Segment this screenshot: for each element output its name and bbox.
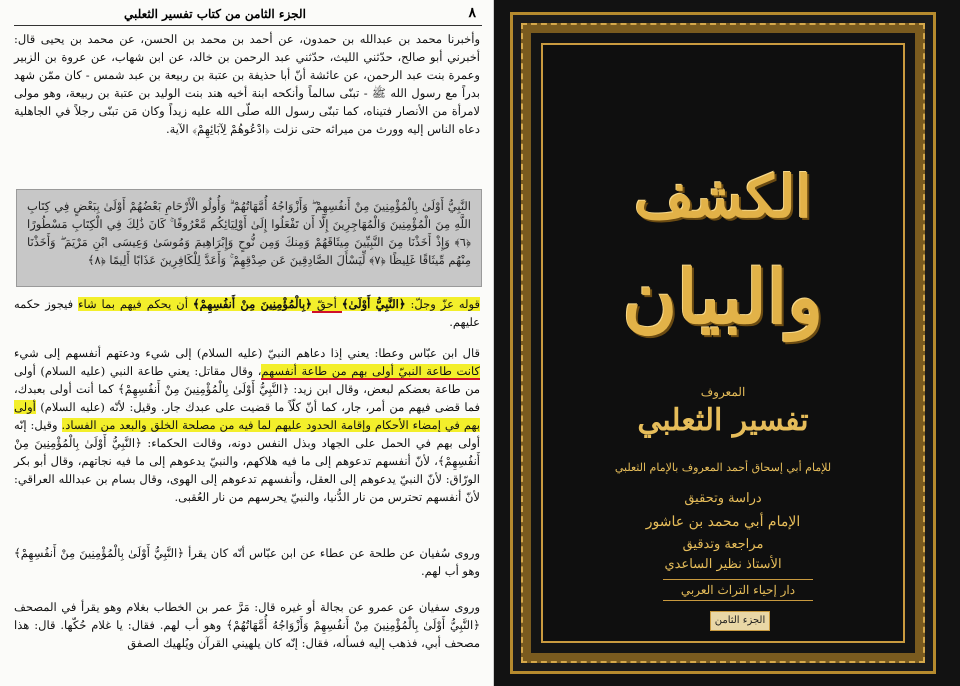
paragraph-sufyan: وروى سُفيان عن طلحة عن عطاء عن ابن عبّاس أنّه كان يقرأ ﴿النَّبِيُّ أَوْلَىٰ بِالْمُؤْمِنِينَ مِنْ أَنفُسِهِمْ﴾ وهو أب لهم. <box>14 546 480 578</box>
author-line: للإمام أبي إسحاق أحمد المعروف بالإمام الثعلبي <box>614 461 832 474</box>
editor-name: الإمام أبي محمد بن عاشور <box>645 514 801 530</box>
cover-frame <box>510 12 936 674</box>
quran-verse-text: النَّبِيُّ أَوْلَىٰ بِالْمُؤْمِنِينَ مِنْ أَنفُسِهِمْ ۖ وَأَزْوَاجُهُ أُمَّهَاتُهُمْ ۗ وَأُولُو الْأَرْحَامِ بَعْضُهُمْ أَوْلَىٰ بِبَعْضٍ فِي كِتَابِ اللَّهِ مِنَ الْمُؤْمِنِينَ وَالْمُهَاجِرِينَ إِلَّا أَن تَفْعَلُوا إِلَىٰ أَوْلِيَائِكُم مَّعْرُوفًا ۚ كَانَ ذَٰلِكَ فِي الْكِتَابِ مَسْطُورًا ﴿٦﴾ وَإِذْ أَخَذْنَا مِنَ النَّبِيِّينَ مِيثَاقَهُمْ وَمِنكَ وَمِن نُّوحٍ وَإِبْرَاهِيمَ وَمُوسَىٰ وَعِيسَى ابْنِ مَرْيَمَ ۖ وَأَخَذْنَا مِنْهُم مِّيثَاقًا غَلِيظًا ﴿٧﴾ لِّيَسْأَلَ الصَّادِقِينَ عَن صِدْقِهِمْ ۚ وَأَعَدَّ لِلْكَافِرِينَ عَذَابًا أَلِيمًا ﴿٨﴾ <box>27 199 471 267</box>
known-as-label: المعروف <box>700 385 746 399</box>
tafsir-title: تفسير الثعلبي <box>637 403 809 438</box>
paragraph-opinions <box>14 344 480 506</box>
running-title: الجزء الثامن من كتاب تفسير الثعلبي <box>124 7 306 21</box>
cover-title-bottom: والبيان <box>622 255 824 341</box>
verse-quote-2: ﴿بِالْمُؤْمِنِينَ مِنْ أَنفُسِهِمْ﴾ <box>192 297 312 311</box>
opinions-text-3: وقيل: إنّه أولى بهم في الحمل على الجهاد وبذل النفس دونه، وقالت الحكماء: ﴿النَّبِيُّ أَوْلَىٰ بِالْمُؤْمِنِينَ مِنْ أَنفُسِهِمْ﴾، لأنّ أنفسهم تدعوهم إلى ما فيه هلاكهم، والنبيّ يدعوهم إلى ما فيه نجاتهم، وقال أبو بكر الورّاق: لأنّ النبيّ يدعوهم إلى العقل، وأنفسهم تدعوهم إلى الهوى، وقال بسام بن عبدالله العراقي: لأنّ أنفسهم تحترس من نار الدُّنيا، والنبيّ يحرسهم من نار العُقبى. <box>14 418 480 504</box>
highlight-obedience: كانت طاعة النبيّ أولى بهم من طاعة أنفسهم <box>261 364 480 378</box>
cover-title-top: الكشف <box>634 163 812 231</box>
opinions-text-2: ، وقال مقاتل: يعني طاعة النبي (عليه السلام) أولى من طاعة بعضكم لبعض، وقال ابن زيد: ﴿النَّبِيُّ أَوْلَىٰ بِالْمُؤْمِنِينَ مِنْ أَنفُسِهِمْ﴾ كما أنت أولى بعبدك، فما قضى فيهم من أمر، جار، كما أنّ كلّاً ما قضيت على عبدك جار. وقيل: لأنّه (عليه السلام) <box>14 364 480 414</box>
review-label: مراجعة وتدقيق <box>682 537 764 552</box>
volume-label: الجزء الثامن <box>710 611 770 631</box>
opinions-text-1: قال ابن عبّاس وعطا: يعني إذا دعاهم النبيّ (عليه السلام) إلى شيء ودعتهم أنفسهم إلى شيء <box>14 346 480 360</box>
page-number: ٨ <box>468 5 476 21</box>
paragraph-isnad: وأخبرنا محمد بن عبدالله بن حمدون، عن أحمد بن محمد بن الحسن، عن محمد بن يحيى قال: أخبرني أبو صالح، حدّثني الليث، حدّثني عبد الرحمن بن خالد، عن ابن شهاب، عن عروة بن الزبير وعمرة بنت عبد الرحمن، عن عائشة أنّ أبا حذيفة بن عتبة بن ربيعة بن عبد شمس - كان ممّن شهد بدراً مع رسول الله ﷺ - تبنّى سالماً وأنكحه ابنة أخيه هند بنت الوليد بن عتبة بن ربيعة، وهو مولى لامرأة من الأنصار فتيناه، كما تبنّى رسول الله صلّى الله عليه زيداً وكان مَن تبنّى رجلاً في الجاهلية دعاه الناس إليه وورث من ميراثه حتى نزلت ﴿ادْعُوهُمْ لِآبَائِهِمْ﴾ الآية. <box>14 32 480 136</box>
reviewer-name: الأستاذ نظير الساعدي <box>664 557 782 572</box>
intro-phrase: قوله عزّ وجلّ: <box>405 297 480 311</box>
ornamental-border <box>521 23 925 663</box>
quran-verse-box <box>16 189 482 287</box>
study-label: دراسة وتحقيق <box>684 491 762 506</box>
gloss-phrase: أن يحكم فيهم بما شاء <box>78 297 193 311</box>
verse-quote-1: ﴿النَّبِيُّ أَوْلَىٰ﴾ <box>341 297 406 311</box>
cover-panel <box>541 43 905 643</box>
paragraph-umar: وروى سفيان عن عمرو عن بجالة أو غيره قال: مَرَّ عمر بن الخطاب بغلام وهو يقرأ في المصحف ﴿النَّبِيُّ أَوْلَىٰ بِالْمُؤْمِنِينَ مِنْ أَنفُسِهِمْ وَأَزْوَاجُهُ أُمَّهَاتُهُمْ﴾ وهو أب لهم. فقال: يا غلام حُكّها. قال: هذا مصحف أبي، فذهب إليه فسأله، فقال: إنّه كان يلهيني القرآن ويُلهيك الصفق <box>14 600 480 650</box>
gloss-tail: فيجوز حكمه عليهم. <box>14 297 480 329</box>
highlight-rulings: أولى بهم في إمضاء الأحكام وإقامة الحدود عليهم لما فيه من مصلحة الخلق والبعد من الفساد. <box>14 400 480 432</box>
publisher-name: دار إحياء التراث العربي <box>663 579 813 601</box>
page-header <box>14 5 482 26</box>
paragraph-commentary-intro <box>14 295 480 331</box>
book-cover <box>494 0 960 686</box>
gloss-word: أحقّ <box>311 297 342 311</box>
